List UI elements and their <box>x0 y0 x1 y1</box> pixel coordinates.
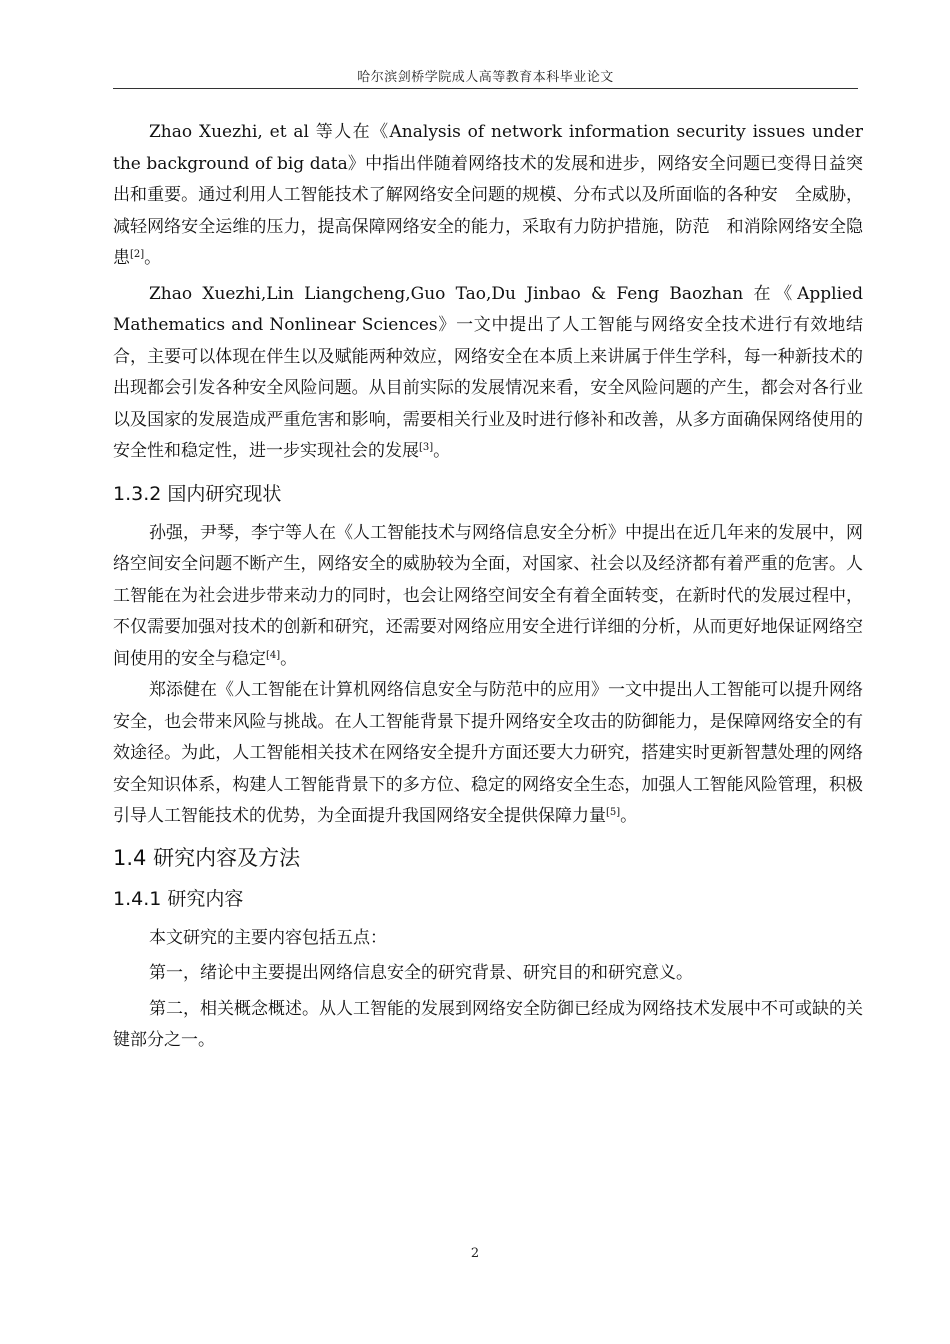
paragraph-content-intro: 本文研究的主要内容包括五点： <box>149 927 387 948</box>
citation-3: [3] <box>419 442 434 453</box>
citation-5: [5] <box>606 807 621 818</box>
paragraph-content-second: 第二，相关概念概述。从人工智能的发展到网络安全防御已经成为网络技术发展中不可或缺的关键部分之一。 <box>113 998 863 1050</box>
page-number: 2 <box>470 1246 480 1261</box>
paragraph-zheng-tianjian: 郑添健在《人工智能在计算机网络信息安全与防范中的应用》一文中提出人工智能可以提升网络安全，也会带来风险与挑战。在人工智能背景下提升网络安全攻击的防御能力，是保障网络安全的有效途径。为此，人工智能相关技术在网络安全提升方面还要大力研究，搭建实时更新智慧处理的网络安全知识体系，构建人工智能背景下的多方位、稳定的网络安全生态，加强人工智能风险管理，积极引导人工智能技术的优势，为全面提升我国网络安全提供保障力量[5]。 <box>113 680 863 826</box>
citation-2: [2] <box>130 249 145 260</box>
paragraph-sun-qiang: 孙强，尹琴，李宁等人在《人工智能技术与网络信息安全分析》中提出在近几年来的发展中，网络空间安全问题不断产生，网络安全的威胁较为全面，对国家、社会以及经济都有着严重的危害。人工智能在为社会进步带来动力的同时，也会让网络空间安全有着全面转变，在新时代的发展过程中，不仅需要加强对技术的创新和研究，还需要对网络应用安全进行详细的分析，从而更好地保证网络空间使用的安全与稳定[4]。 <box>113 522 863 669</box>
page-body <box>113 117 880 1057</box>
paragraph-zhao-xuezhi-1: Zhao Xuezhi, et al 等人在《Analysis of network information security issues under the background of big data》中指出伴随着网络技术的发展和进步，网络安全问题已变得日益突 出和重要。通过利用人工智能技术了解网络安全问题的规模、分布式以及所面临的各种安 全威胁，减轻网络安全运维的压力，提高保障网络安全的能力，采取有力防护措施，防范 和消除网络安全隐患[2]。 <box>113 122 880 268</box>
paragraph-zhao-xuezhi-2: Zhao Xuezhi,Lin Liangcheng,Guo Tao,Du Jinbao & Feng Baozhan 在《Applied Mathematics and Nonlinear Sciences》一文中提出了人工智能与网络安全技术进行有效地结合，主要可以体现在伴生以及赋能两种效应，网络安全在本质上来讲属于伴生学科，每一种新技术的出现都会引发各种安全风险问题。从目前实际的发展情况来看，安全风险问题的产生，都会对各行业以及国家的发展造成严重危害和影响，需要相关行业及时进行修补和改善，从多方面确保网络使用的安全性和稳定性，进一步实现社会的发展[3]。 <box>113 283 863 461</box>
heading-1-3-2: 1.3.2 国内研究现状 <box>113 482 282 505</box>
heading-1-4: 1.4 研究内容及方法 <box>113 845 301 870</box>
running-header: 哈尔滨剑桥学院成人高等教育本科毕业论文 <box>357 70 614 85</box>
citation-4: [4] <box>266 649 281 661</box>
header-divider <box>113 88 858 89</box>
paragraph-content-first: 第一，绪论中主要提出网络信息安全的研究背景、研究目的和研究意义。 <box>149 963 693 983</box>
heading-1-4-1: 1.4.1 研究内容 <box>113 887 244 910</box>
